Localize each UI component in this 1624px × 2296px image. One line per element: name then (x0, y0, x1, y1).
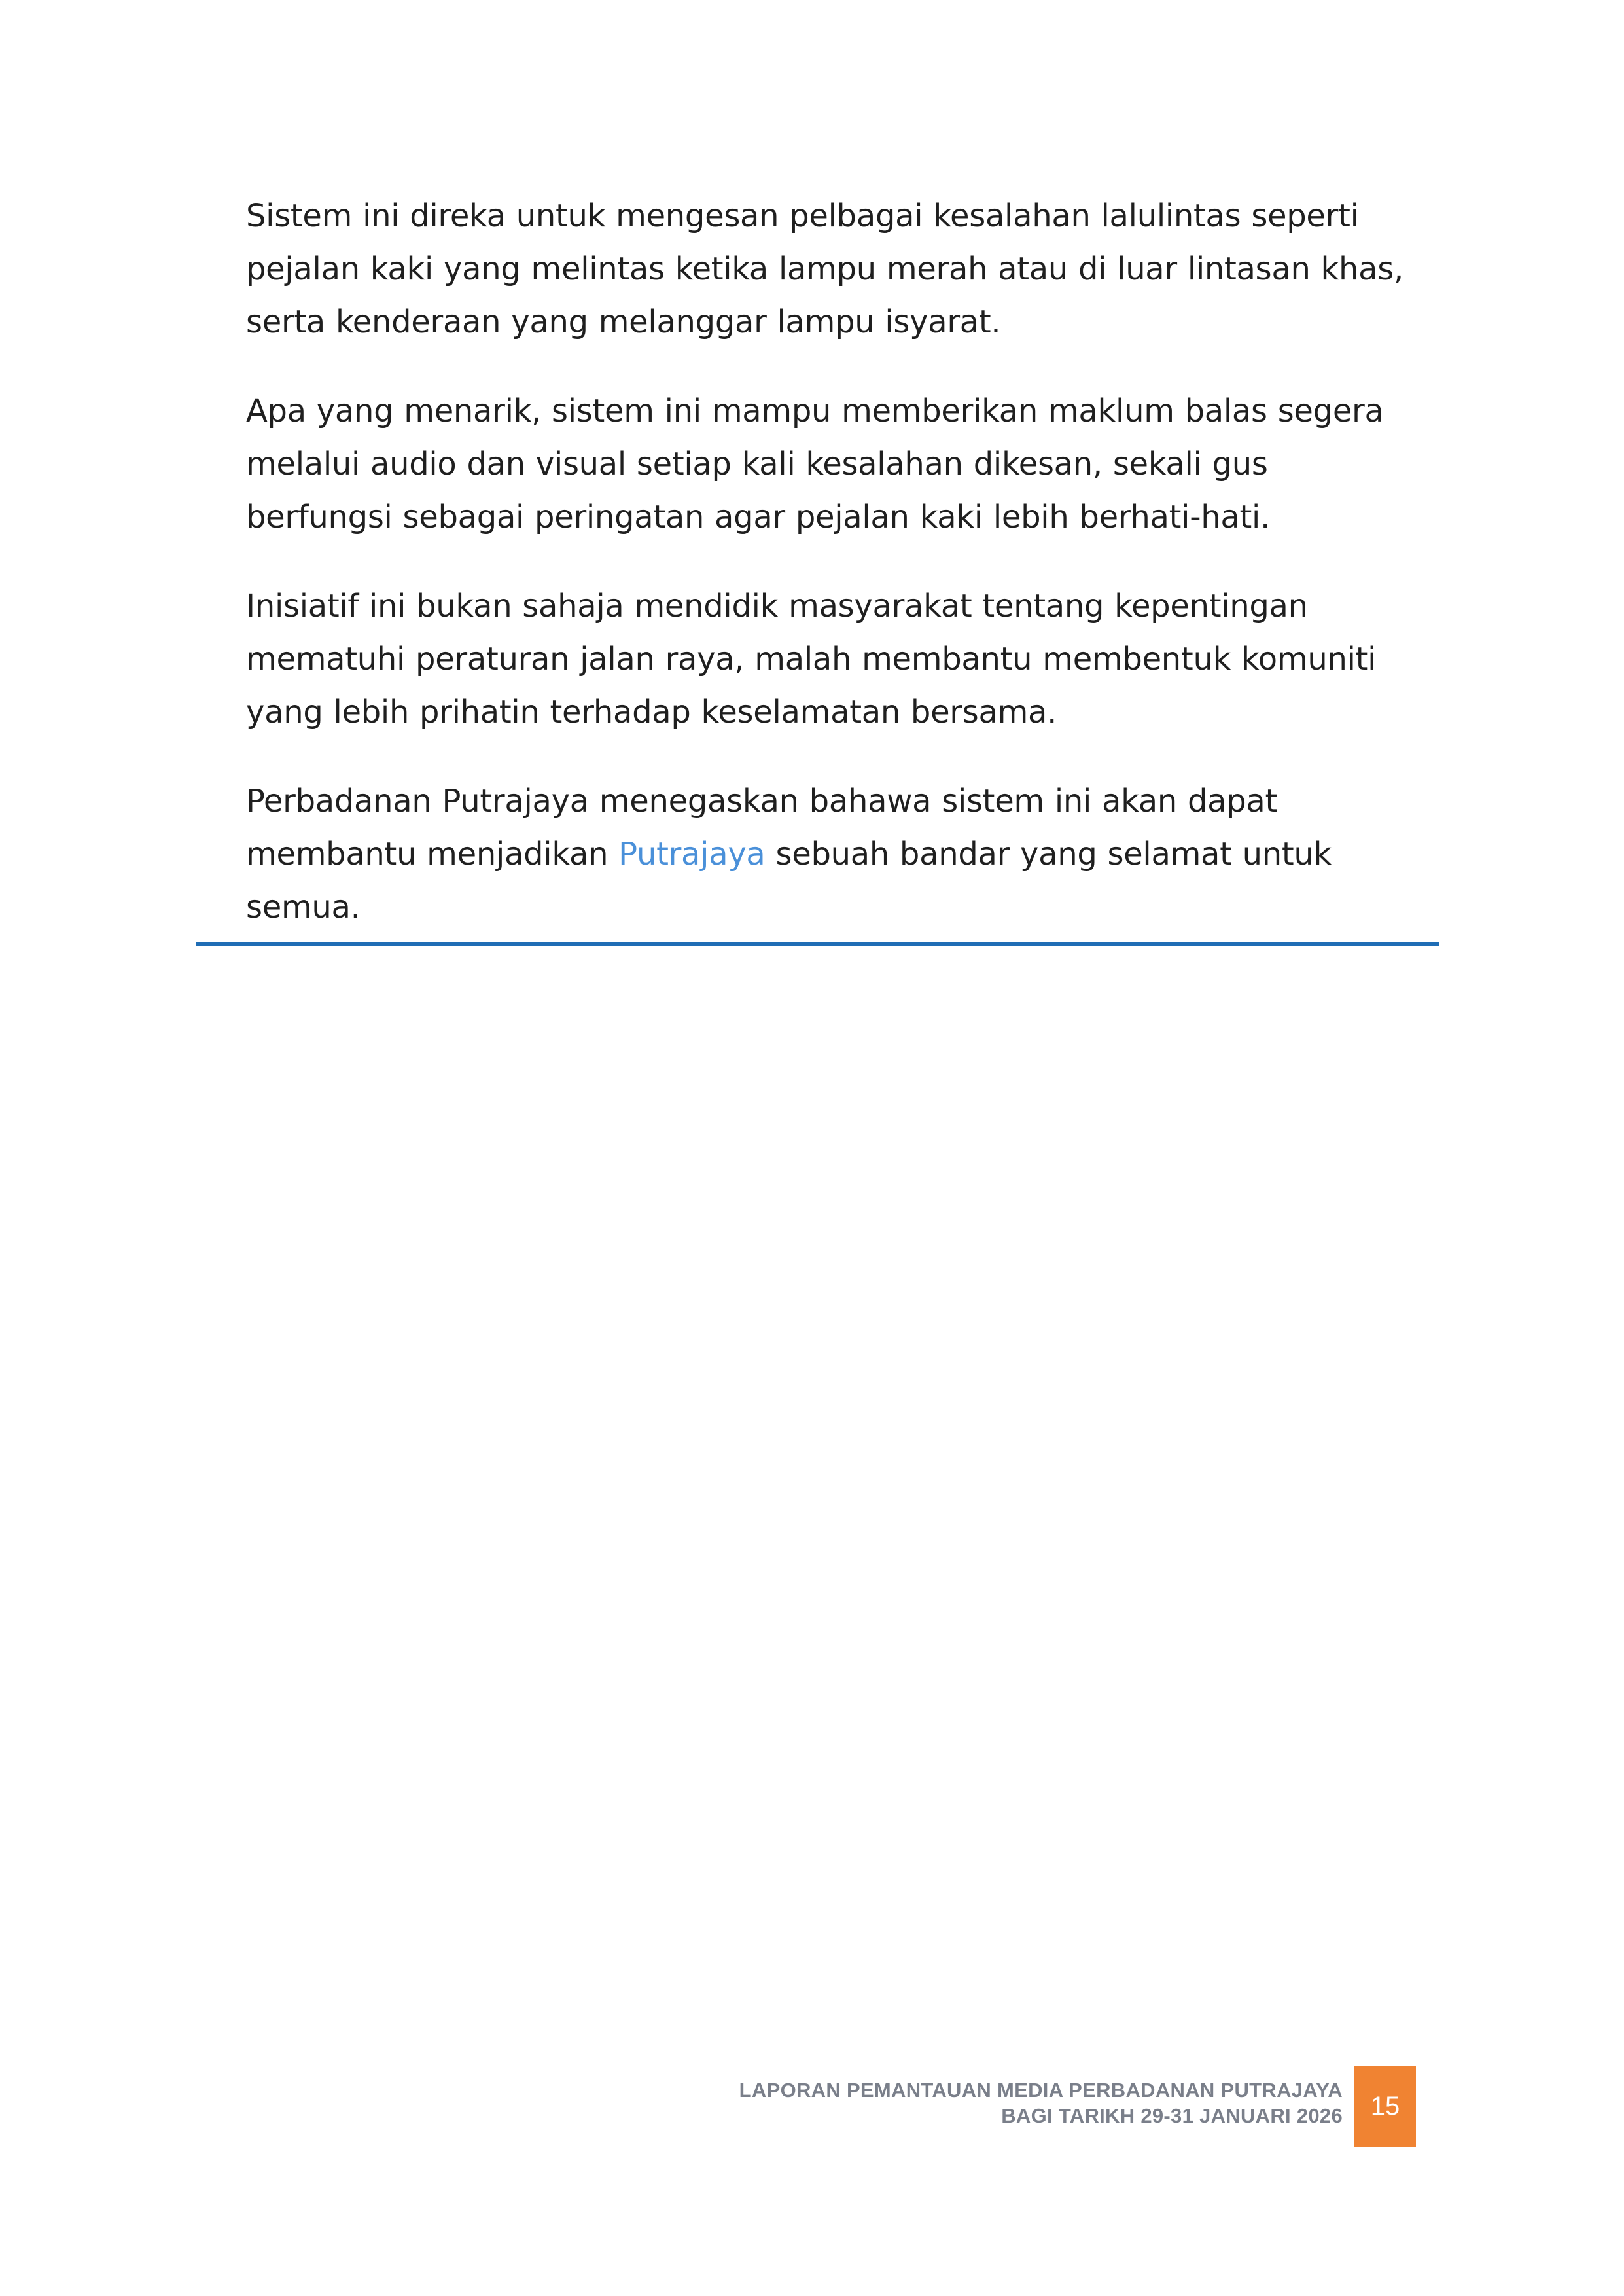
article-end-divider (196, 942, 1439, 946)
paragraph-2: Apa yang menarik, sistem ini mampu memberikan maklum balas segera melalui audio dan visual setiap kali kesalahan dikesan, sekali gus berfungsi sebagai peringatan agar pejalan kaki lebih berhati-hati. (246, 393, 1384, 535)
paragraph-4-after-link: sebuah bandar yang selamat untuk semua. (246, 836, 1332, 925)
footer-title-line-2: BAGI TARIKH 29-31 JANUARI 2026 (1001, 2104, 1343, 2127)
paragraph-4 (246, 775, 1417, 934)
article-body (246, 190, 1417, 934)
paragraph-1: Sistem ini direka untuk mengesan pelbagai kesalahan lalulintas seperti pejalan kaki yang melintas ketika lampu merah atau di luar lintasan khas, serta kenderaan yang melanggar lampu isyarat. (246, 198, 1403, 340)
putrajaya-link[interactable]: Putrajaya (618, 836, 766, 872)
footer-report-title (739, 2077, 1343, 2128)
paragraph-3: Inisiatif ini bukan sahaja mendidik masyarakat tentang kepentingan mematuhi peraturan jalan raya, malah membantu membentuk komuniti yang lebih prihatin terhadap keselamatan bersama. (246, 588, 1377, 730)
paragraph-4-before-link: Perbadanan Putrajaya menegaskan bahawa sistem ini akan dapat membantu menjadikan (246, 783, 1278, 872)
footer-title-line-1: LAPORAN PEMANTAUAN MEDIA PERBADANAN PUTRAJAYA (739, 2079, 1343, 2102)
page-number-badge (1354, 2066, 1416, 2147)
page-number: 15 (1370, 2091, 1400, 2121)
